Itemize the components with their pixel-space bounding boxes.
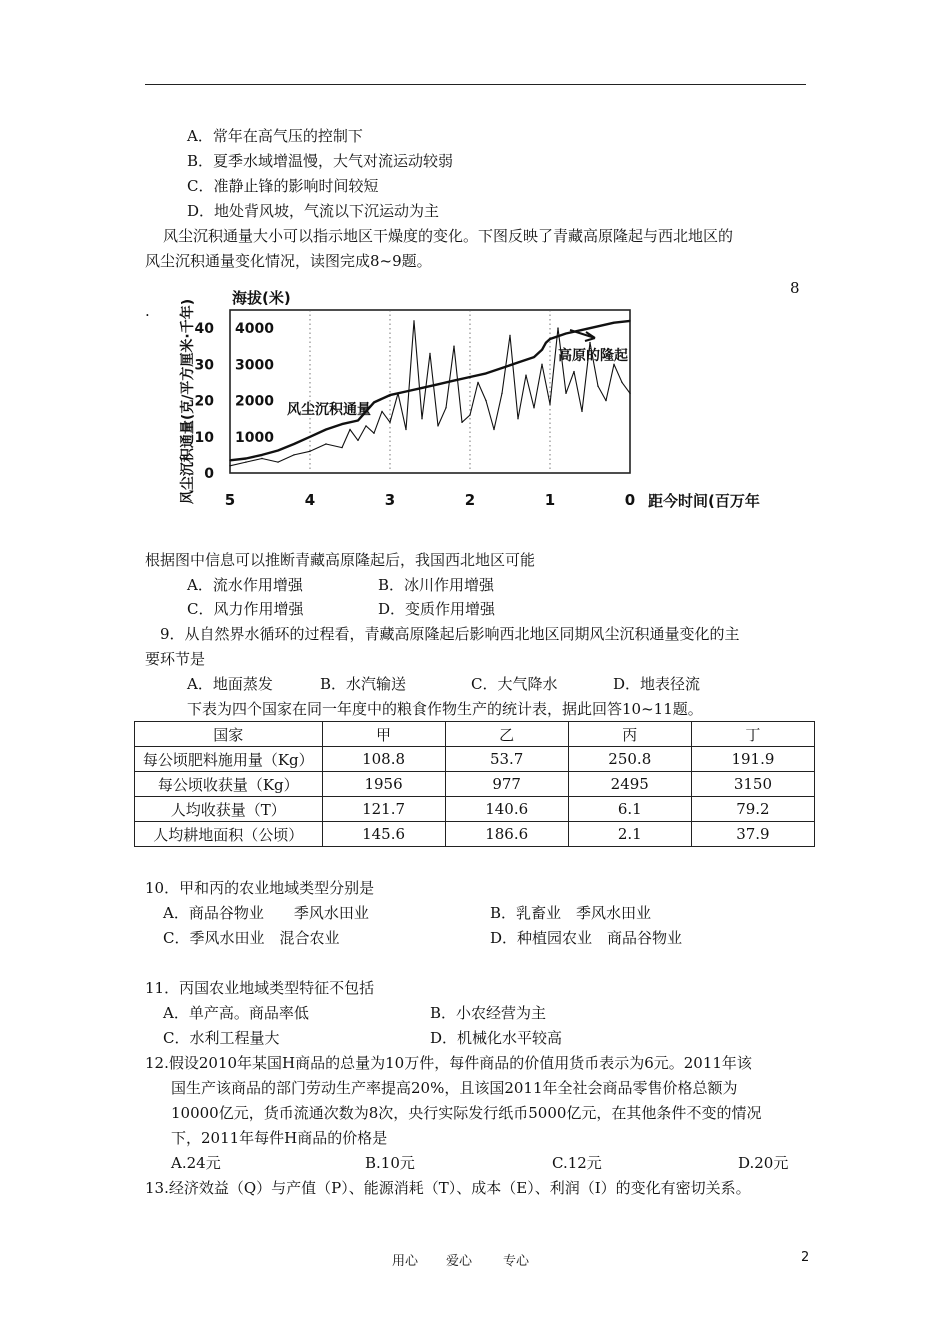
dust-flux-point bbox=[557, 327, 558, 328]
grain-stats-table bbox=[134, 721, 815, 847]
dust-flux-point bbox=[629, 393, 630, 394]
y-left-tick-label: 20 bbox=[194, 393, 214, 410]
dust-flux-line bbox=[230, 321, 630, 466]
plateau-uplift-point bbox=[597, 326, 598, 327]
annotation-plateau-uplift: 高原的隆起 bbox=[558, 348, 628, 364]
dust-flux-point bbox=[373, 433, 374, 434]
dust-flux-point bbox=[581, 411, 582, 412]
table-cell: 108.8 bbox=[322, 747, 445, 772]
q7-option-c: C．准静止锋的影响时间较短 bbox=[187, 177, 379, 195]
dust-flux-point bbox=[325, 443, 326, 444]
plateau-uplift-point bbox=[469, 376, 470, 377]
plot-frame bbox=[230, 310, 630, 473]
x-tick-label: 2 bbox=[464, 491, 476, 509]
plateau-uplift-point bbox=[541, 349, 542, 350]
plateau-uplift-point bbox=[293, 443, 294, 444]
q10-option-d: D．种植园农业 商品谷物业 bbox=[490, 929, 683, 947]
y-left-tick-label: 30 bbox=[194, 357, 214, 374]
table-cell: 人均收获量（T） bbox=[135, 797, 323, 822]
table-header-cell: 甲 bbox=[322, 722, 445, 747]
table-cell: 2495 bbox=[568, 772, 691, 797]
table-header-cell: 丙 bbox=[568, 722, 691, 747]
dust-flux-point bbox=[381, 411, 382, 412]
plateau-uplift-point bbox=[485, 373, 486, 374]
table-row bbox=[135, 772, 815, 797]
dust-flux-point bbox=[349, 429, 350, 430]
q11-stem: 11．丙国农业地域类型特征不包括 bbox=[145, 979, 375, 997]
plateau-uplift-point bbox=[437, 384, 438, 385]
page-number: 2 bbox=[801, 1250, 810, 1265]
plateau-uplift-point bbox=[389, 394, 390, 395]
dust-flux-point bbox=[341, 447, 342, 448]
q10-option-a: A．商品谷物业 季风水田业 bbox=[163, 904, 369, 922]
plateau-uplift-point bbox=[421, 387, 422, 388]
dust-flux-point bbox=[429, 353, 430, 354]
q12-line1: 12.假设2010年某国H商品的总量为10万件，每件商品的价值用货币表示为6元。2011年该 bbox=[145, 1054, 752, 1072]
dust-flux-point bbox=[461, 422, 462, 423]
dust-flux-point bbox=[357, 440, 358, 441]
q11-option-a: A．单产高。商品率低 bbox=[163, 1004, 309, 1022]
dust-flux-point bbox=[533, 407, 534, 408]
y-left-tick-label: 40 bbox=[194, 321, 214, 338]
table-cell: 每公顷收获量（Kg） bbox=[135, 772, 323, 797]
dust-flux-point bbox=[485, 400, 486, 401]
dust-flux-point bbox=[389, 422, 390, 423]
q12-line2: 国生产该商品的部门劳动生产率提高20%，且该国2011年全社会商品零售价格总额为 bbox=[171, 1079, 738, 1097]
dust-flux-point bbox=[525, 375, 526, 376]
plateau-uplift-point bbox=[373, 402, 374, 403]
x-tick-label: 1 bbox=[544, 491, 556, 509]
q7-option-a: A．常年在高气压的控制下 bbox=[187, 127, 363, 145]
plateau-uplift-point bbox=[277, 450, 278, 451]
plateau-uplift-point bbox=[501, 367, 502, 368]
dust-flux-point bbox=[509, 335, 510, 336]
dust-flux-point bbox=[453, 346, 454, 347]
table-row bbox=[135, 822, 815, 847]
dust-flux-point bbox=[597, 385, 598, 386]
q9-stem-line2: 要环节是 bbox=[145, 650, 206, 668]
dust-flux-point bbox=[501, 393, 502, 394]
plateau-uplift-line bbox=[230, 321, 630, 460]
q11-option-d: D．机械化水平较高 bbox=[430, 1029, 563, 1047]
intro-8-9-line2: 风尘沉积通量变化情况，读图完成8~9题。 bbox=[145, 252, 432, 270]
dust-flux-point bbox=[541, 364, 542, 365]
dust-plateau-chart bbox=[150, 285, 790, 530]
q8-option-d: D．变质作用增强 bbox=[378, 600, 496, 618]
dust-flux-point bbox=[621, 382, 622, 383]
dust-flux-point bbox=[421, 418, 422, 419]
dust-flux-point bbox=[405, 429, 406, 430]
x-tick-label: 3 bbox=[384, 491, 396, 509]
y-right-tick-label: 2000 bbox=[235, 393, 274, 410]
table-cell: 53.7 bbox=[445, 747, 568, 772]
q11-option-b: B．小农经营为主 bbox=[430, 1004, 547, 1022]
plateau-uplift-point bbox=[245, 458, 246, 459]
dust-flux-point bbox=[469, 414, 470, 415]
table-cell: 977 bbox=[445, 772, 568, 797]
footer-item: 专心 bbox=[503, 1254, 530, 1269]
header-rule bbox=[145, 84, 806, 85]
table-cell: 人均耕地面积（公顷） bbox=[135, 822, 323, 847]
plateau-uplift-point bbox=[545, 342, 546, 343]
plateau-uplift-point bbox=[533, 356, 534, 357]
table-cell: 1956 bbox=[322, 772, 445, 797]
dust-flux-point bbox=[261, 458, 262, 459]
y-right-axis-label: 海拔(米) bbox=[232, 289, 291, 307]
dust-flux-point bbox=[437, 425, 438, 426]
y-right-tick-label: 3000 bbox=[235, 357, 274, 374]
x-tick-label: 4 bbox=[304, 491, 316, 509]
q10-stem: 10．甲和丙的农业地域类型分别是 bbox=[145, 879, 375, 897]
plateau-uplift-point bbox=[357, 420, 358, 421]
table-row bbox=[135, 797, 815, 822]
q8-option-b: B．冰川作用增强 bbox=[378, 576, 495, 594]
dust-flux-point bbox=[277, 461, 278, 462]
y-right-tick-label: 4000 bbox=[235, 321, 274, 338]
q8-dot: . bbox=[145, 302, 150, 320]
table-cell: 121.7 bbox=[322, 797, 445, 822]
table-cell: 37.9 bbox=[691, 822, 814, 847]
table-row bbox=[135, 747, 815, 772]
y-right-tick-label: 1000 bbox=[235, 429, 274, 446]
dust-flux-point bbox=[309, 451, 310, 452]
dust-flux-point bbox=[477, 382, 478, 383]
dust-flux-point bbox=[589, 342, 590, 343]
dust-flux-point bbox=[565, 393, 566, 394]
q12-option-d: D.20元 bbox=[738, 1154, 789, 1172]
annotation-arrow bbox=[570, 330, 595, 341]
y-left-axis-label: 风尘沉积通量(克/平方厘米·千年) bbox=[180, 298, 196, 505]
table-header-row bbox=[135, 722, 815, 747]
q12-line3: 10000亿元，货币流通次数为8次，央行实际发行纸币5000亿元，在其他条件不变的情况 bbox=[171, 1104, 762, 1122]
table-cell: 250.8 bbox=[568, 747, 691, 772]
dust-flux-point bbox=[365, 425, 366, 426]
dust-flux-point bbox=[397, 393, 398, 394]
q7-option-d: D．地处背风坡，气流以下沉运动为主 bbox=[187, 202, 440, 220]
dust-flux-point bbox=[413, 320, 414, 321]
q9-option-a: A．地面蒸发 bbox=[187, 675, 273, 693]
table-cell: 2.1 bbox=[568, 822, 691, 847]
dust-flux-point bbox=[293, 454, 294, 455]
q8-option-c: C．风力作用增强 bbox=[187, 600, 304, 618]
plateau-uplift-point bbox=[581, 329, 582, 330]
plateau-uplift-point bbox=[229, 460, 230, 461]
table-header-cell: 国家 bbox=[135, 722, 323, 747]
table-cell: 186.6 bbox=[445, 822, 568, 847]
plot-grid bbox=[310, 310, 550, 473]
q7-option-b: B．夏季水域增温慢，大气对流运动较弱 bbox=[187, 152, 454, 170]
plot-series bbox=[229, 320, 630, 466]
table-header-cell: 丁 bbox=[691, 722, 814, 747]
plateau-uplift-point bbox=[405, 391, 406, 392]
q12-option-b: B.10元 bbox=[365, 1154, 415, 1172]
q9-option-c: C．大气降水 bbox=[471, 675, 558, 693]
footer-item: 用心 bbox=[392, 1254, 419, 1269]
plot-border bbox=[230, 310, 630, 473]
plateau-uplift-point bbox=[565, 333, 566, 334]
dust-flux-point bbox=[245, 461, 246, 462]
q8-number: 8 bbox=[790, 279, 800, 297]
q9-option-b: B．水汽输送 bbox=[320, 675, 407, 693]
plateau-uplift-point bbox=[341, 423, 342, 424]
annotation-dust-flux: 风尘沉积通量 bbox=[287, 402, 371, 418]
plateau-uplift-point bbox=[613, 322, 614, 323]
x-tick-label: 5 bbox=[224, 491, 236, 509]
table-header-cell: 乙 bbox=[445, 722, 568, 747]
q9-stem-line1: 9．从自然界水循环的过程看，青藏高原隆起后影响西北地区同期风尘沉积通量变化的主 bbox=[160, 625, 740, 643]
table-cell: 145.6 bbox=[322, 822, 445, 847]
intro-8-9-line1: 风尘沉积通量大小可以指示地区干燥度的变化。下图反映了青藏高原隆起与西北地区的 bbox=[163, 227, 734, 245]
q11-option-c: C．水利工程量大 bbox=[163, 1029, 280, 1047]
dust-flux-point bbox=[445, 407, 446, 408]
table-cell: 140.6 bbox=[445, 797, 568, 822]
table-intro: 下表为四个国家在同一年度中的粮食作物生产的统计表，据此回答10~11题。 bbox=[187, 700, 703, 718]
dust-flux-point bbox=[549, 404, 550, 405]
dust-flux-point bbox=[605, 400, 606, 401]
table-cell: 3150 bbox=[691, 772, 814, 797]
dust-flux-point bbox=[573, 371, 574, 372]
y-left-tick-label: 10 bbox=[194, 429, 214, 446]
x-tick-label: 0 bbox=[624, 491, 636, 509]
q10-option-b: B．乳畜业 季风水田业 bbox=[490, 904, 652, 922]
plateau-uplift-point bbox=[453, 380, 454, 381]
table-cell: 191.9 bbox=[691, 747, 814, 772]
q8-option-a: A．流水作用增强 bbox=[187, 576, 303, 594]
q13-stem: 13.经济效益（Q）与产值（P）、能源消耗（T）、成本（E）、利润（I）的变化有密切关系。 bbox=[145, 1179, 751, 1197]
q9-option-d: D．地表径流 bbox=[613, 675, 701, 693]
plateau-uplift-point bbox=[309, 436, 310, 437]
table-cell: 每公顷肥料施用量（Kg） bbox=[135, 747, 323, 772]
plateau-uplift-point bbox=[325, 429, 326, 430]
q12-line4: 下，2011年每件H商品的价格是 bbox=[171, 1129, 388, 1147]
dust-flux-point bbox=[229, 465, 230, 466]
q10-option-c: C．季风水田业 混合农业 bbox=[163, 929, 340, 947]
plateau-uplift-point bbox=[517, 362, 518, 363]
dust-flux-point bbox=[493, 429, 494, 430]
q12-option-a: A.24元 bbox=[171, 1154, 221, 1172]
q12-option-c: C.12元 bbox=[552, 1154, 602, 1172]
table-cell: 6.1 bbox=[568, 797, 691, 822]
plateau-uplift-point bbox=[261, 454, 262, 455]
q8-stem: 根据图中信息可以推断青藏高原隆起后，我国西北地区可能 bbox=[145, 551, 536, 569]
dust-flux-point bbox=[517, 418, 518, 419]
plateau-uplift-point bbox=[549, 338, 550, 339]
footer-item: 爱心 bbox=[446, 1254, 473, 1269]
table-cell: 79.2 bbox=[691, 797, 814, 822]
x-axis-label: 距今时间(百万年 bbox=[648, 492, 760, 510]
plateau-uplift-point bbox=[629, 320, 630, 321]
y-left-tick-label: 0 bbox=[204, 466, 214, 482]
